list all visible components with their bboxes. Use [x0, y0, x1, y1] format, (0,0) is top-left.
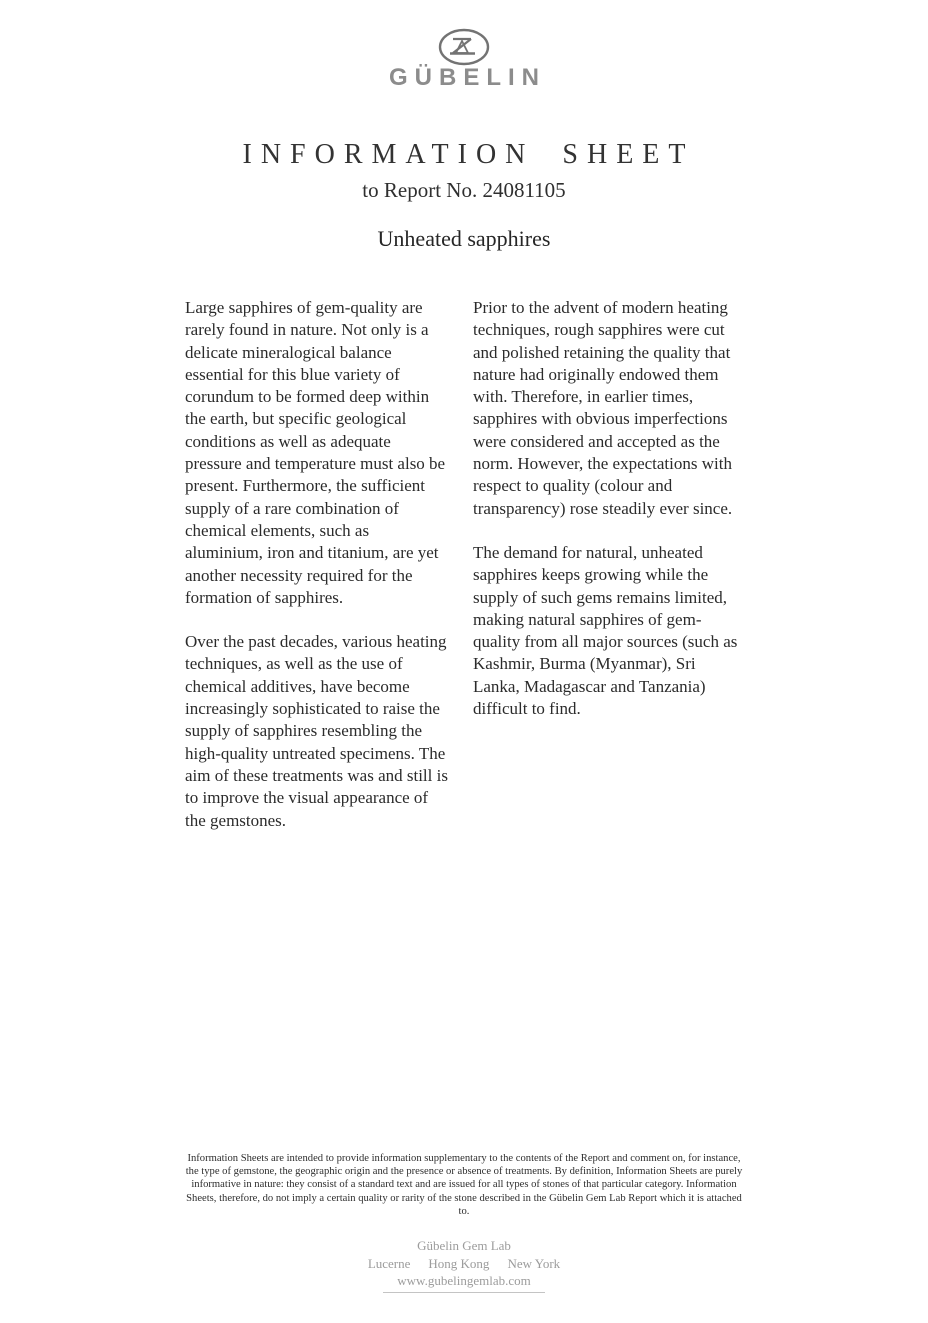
footer-divider — [383, 1292, 545, 1293]
gubelin-hourglass-logo-icon — [0, 27, 928, 69]
footer-location: New York — [507, 1255, 561, 1271]
page-title: INFORMATION SHEET — [242, 139, 695, 170]
left-column — [185, 297, 450, 854]
disclaimer-text: Information Sheets are intended to provide information supplementary to the contents of the Report and comment on, for instance, the type of gemstone, the geographic origin and the presence or absence of treatments. By definition, Information Sheets are purely informative in nature: they consist of a standard text and are issued for all types of stones of that particular category. Information Sheets, therefore, do not imply a certain quality or rarity of the stone described in the Gübelin Gem Lab Report which it is attached to. — [185, 1153, 743, 1217]
paragraph: Large sapphires of gem-quality are rarely found in nature. Not only is a delicate mineralogical balance essential for this blue variety of corundum to be formed deep within the earth, but specific geological conditions as well as adequate pressure and temperature must also be present. Furthermore, the sufficient supply of a rare combination of chemical elements, such as aluminium, iron and titanium, are yet another necessity required for the formation of sapphires. — [185, 298, 446, 607]
report-number-line: to Report No. 24081105 — [362, 178, 566, 202]
brand-wordmark: GÜBELIN — [389, 64, 546, 91]
section-title: Unheated sapphires — [377, 226, 551, 251]
right-column — [473, 297, 738, 854]
body-columns — [185, 297, 738, 854]
footer-website: www.gubelingemlab.com — [397, 1273, 531, 1288]
paragraph: The demand for natural, unheated sapphires keeps growing while the supply of such gems remains limited, making natural sapphires of gem-quality from all major sources (such as Kashmir, Burma (Myanmar), Sri Lanka, Madagascar and Tanzania) difficult to find. — [473, 542, 738, 719]
paragraph: Prior to the advent of modern heating techniques, rough sapphires were cut and polished retaining the quality that nature had originally endowed them with. Therefore, in earlier times, sapphires with obvious imperfections were considered and accepted as the norm. However, the expectations with respect to quality (colour and transparency) rose steadily ever since. — [473, 298, 733, 518]
footer-lab-name: Gübelin Gem Lab — [417, 1238, 511, 1253]
title-block — [0, 139, 928, 203]
paragraph: Over the past decades, various heating techniques, as well as the use of chemical additives, have become increasingly sophisticated to raise the supply of sapphires resembling the high-quality untreated specimens. The aim of these treatments was and still is to improve the visual appearance of the gemstones. — [185, 632, 448, 830]
footer-location: Lucerne — [367, 1255, 411, 1271]
page-footer — [0, 1237, 928, 1290]
footer-locations — [0, 1255, 928, 1273]
footer-location: Hong Kong — [428, 1255, 490, 1271]
brand-header — [0, 27, 928, 92]
